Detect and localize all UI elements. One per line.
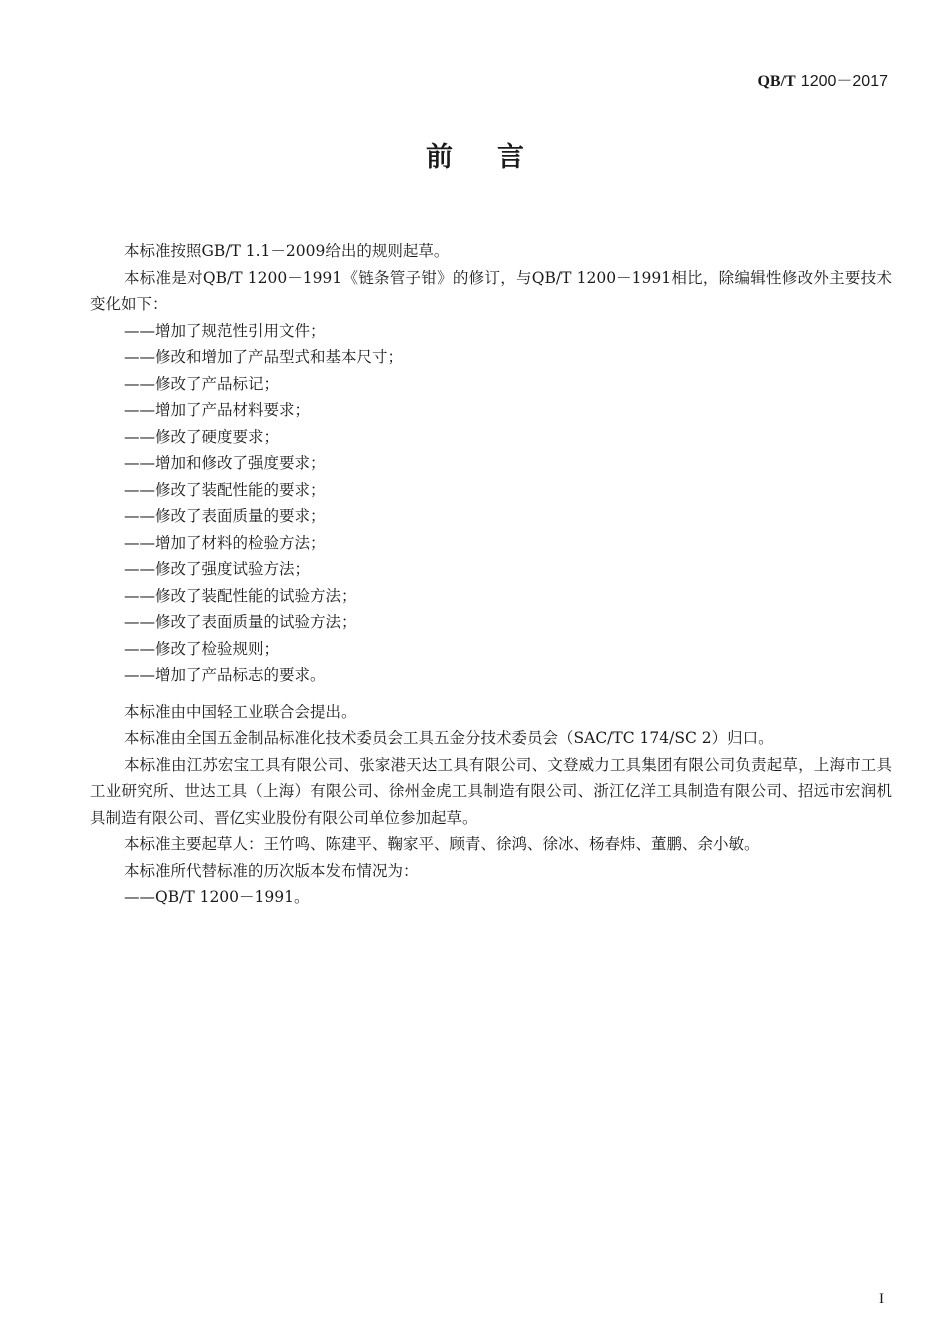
paragraph-proposer: 本标准由中国轻工业联合会提出。 xyxy=(124,702,357,721)
foreword-body xyxy=(90,238,892,911)
spacer xyxy=(90,689,892,699)
paragraph-drafting-units: 本标准由江苏宏宝工具有限公司、张家港天达工具有限公司、文登威力工具集团有限公司负责起草，上海市工具工业研究所、世达工具（上海）有限公司、徐州金虎工具制造有限公司、浙江亿洋工具制造有限公司、招远市宏润机具制造有限公司、晋亿实业股份有限公司单位参加起草。 xyxy=(90,755,892,827)
document-code-prefix: QB/T xyxy=(757,73,796,90)
document-code-number: 1200－2017 xyxy=(800,73,888,90)
paragraph-revision-summary: 本标准是对QB/T 1200－1991《链条管子钳》的修订，与QB/T 1200－1991相比，除编辑性修改外主要技术变化如下： xyxy=(90,268,892,313)
paragraph-drafters: 本标准主要起草人：王竹鸣、陈建平、鞠家平、顾青、徐鸿、徐冰、杨春炜、董鹏、余小敏。 xyxy=(124,835,760,853)
list-item: ——修改了强度试验方法； xyxy=(124,560,311,578)
paragraph-version-history: 本标准所代替标准的历次版本发布情况为： xyxy=(124,861,419,880)
list-item: ——修改了装配性能的要求； xyxy=(124,480,326,499)
list-item: ——增加了规范性引用文件； xyxy=(124,321,326,340)
list-item: ——增加和修改了强度要求； xyxy=(124,454,326,472)
list-item: ——修改和增加了产品型式和基本尺寸； xyxy=(124,348,404,366)
list-item: ——修改了表面质量的试验方法； xyxy=(124,613,357,631)
page-title: 前言 xyxy=(426,142,568,173)
list-item-previous-version: ——QB/T 1200－1991。 xyxy=(124,888,310,906)
list-item: ——修改了硬度要求； xyxy=(124,427,280,446)
list-item: ——修改了装配性能的试验方法； xyxy=(124,586,357,605)
list-item: ——增加了产品材料要求； xyxy=(124,401,311,419)
page-number: I xyxy=(879,1291,884,1307)
list-item: ——修改了检验规则； xyxy=(124,639,280,658)
paragraph-centralized: 本标准由全国五金制品标准化技术委员会工具五金分技术委员会（SAC/TC 174/SC 2）归口。 xyxy=(124,729,774,747)
document-code xyxy=(757,68,888,91)
list-item: ——修改了表面质量的要求； xyxy=(124,507,326,525)
list-item: ——增加了产品标志的要求。 xyxy=(124,666,326,684)
paragraph-drafting-rules: 本标准按照GB/T 1.1－2009给出的规则起草。 xyxy=(124,242,450,260)
list-item: ——修改了产品标记； xyxy=(124,374,280,393)
changes-list xyxy=(90,318,892,689)
list-item: ——增加了材料的检验方法； xyxy=(124,533,326,552)
